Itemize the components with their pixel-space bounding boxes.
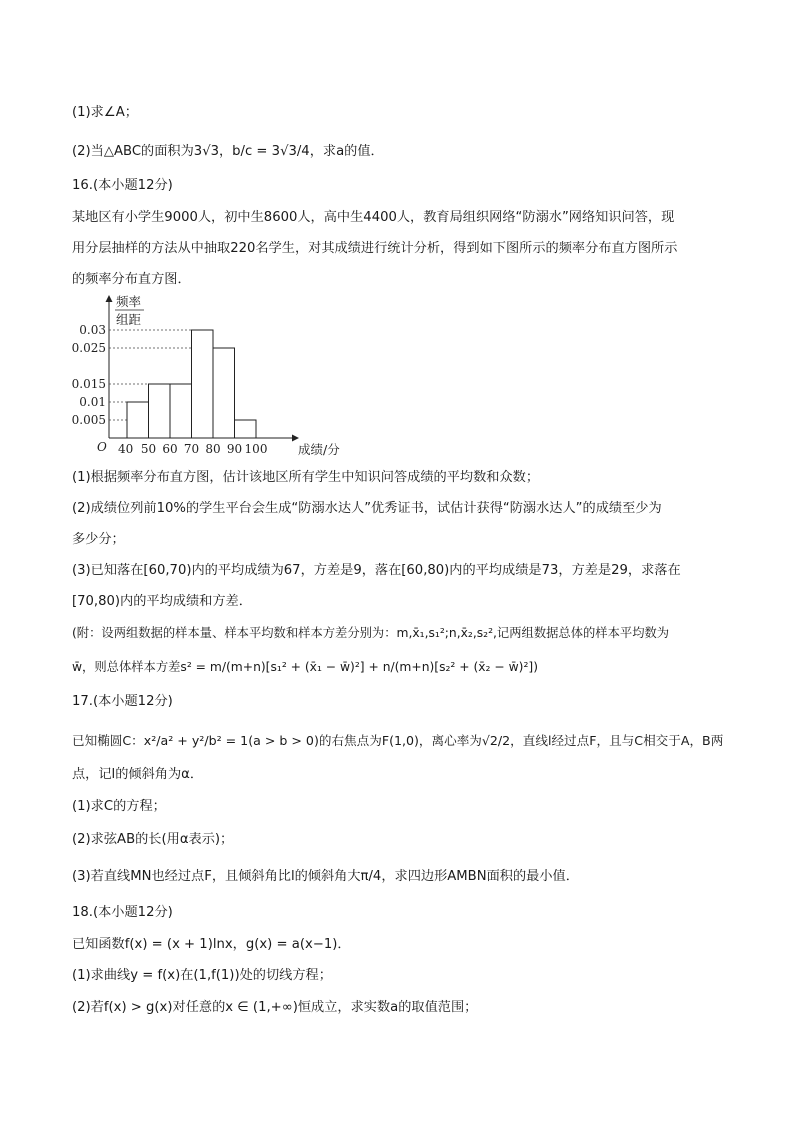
- x-tick-label-100: 100: [244, 442, 268, 456]
- y-tick-label-0.005: 0.005: [71, 413, 106, 427]
- histogram-bar-50: [149, 384, 171, 438]
- q16-stem-line3: 的频率分布直方图．: [72, 272, 191, 287]
- y-tick-label-0.03: 0.03: [79, 323, 106, 337]
- histogram-bar-80: [213, 348, 235, 438]
- q16-stem-line1: 某地区有小学生9000人，初中生8600人，高中生4400人，教育局组织网络“防溺水”网络知识问答，现: [72, 210, 675, 225]
- q16-header: 16.(本小题12分): [72, 178, 173, 193]
- y-tick-label-0.025: 0.025: [71, 341, 106, 355]
- x-tick-label-80: 80: [205, 442, 221, 456]
- x-tick-label-60: 60: [162, 442, 178, 456]
- q18-part2: (2)若f(x) > g(x)对任意的x ∈ (1,+∞)恒成立，求实数a的取值范围；: [72, 1000, 478, 1015]
- q17-stem-line2: 点，记l的倾斜角为α．: [72, 767, 204, 782]
- q18-stem: 已知函数f(x) = (x + 1)lnx，g(x) = a(x−1)．: [72, 937, 351, 952]
- x-axis-title: 成绩/分: [298, 442, 340, 457]
- q17-part1: (1)求C的方程；: [72, 799, 166, 814]
- q17-stem-line1: 已知椭圆C：x²/a² + y²/b² = 1(a > b > 0)的右焦点为F(1,0)，离心率为√2/2，直线l经过点F，且与C相交于A，B两: [72, 733, 724, 748]
- y-tick-label-0.015: 0.015: [71, 377, 106, 391]
- q17-part3: (3)若直线MN也经过点F，且倾斜角比l的倾斜角大π/4，求四边形AMBN面积的最小值．: [72, 869, 579, 884]
- x-tick-label-90: 90: [226, 442, 243, 456]
- y-axis-title-numerator: 频率: [116, 294, 142, 309]
- x-tick-label-50: 50: [140, 442, 157, 456]
- q18-header: 18.(本小题12分): [72, 905, 173, 920]
- q16-part1: (1)根据频率分布直方图，估计该地区所有学生中知识问答成绩的平均数和众数；: [72, 470, 540, 485]
- q17-part2: (2)求弦AB的长(用α表示)；: [72, 832, 234, 847]
- frequency-histogram: [71, 290, 340, 460]
- histogram-bar-70: [192, 330, 214, 438]
- q18-part1: (1)求曲线y = f(x)在(1,f(1))处的切线方程；: [72, 968, 332, 983]
- q16-appendix-line1: (附：设两组数据的样本量、样本平均数和样本方差分别为：m,x̄₁,s₁²;n,x̄₂,s₂²,记两组数据总体的样本平均数为: [72, 626, 670, 640]
- q16-part3-line2: [70,80)内的平均成绩和方差．: [72, 594, 252, 609]
- y-axis-title-denominator: 组距: [116, 312, 142, 327]
- q16-part2-line2: 多少分；: [72, 532, 125, 547]
- q15-part1: (1)求∠A；: [72, 105, 138, 120]
- q15-part2: (2)当△ABC的面积为3√3，b/c = 3√3/4，求a的值．: [72, 144, 384, 159]
- q16-appendix-line2: w̄，则总体样本方差s² = m/(m+n)[s₁² + (x̄₁ − w̄)²] + n/(m+n)[s₂² + (x̄₂ − w̄)²]): [72, 660, 538, 674]
- q16-part3-line1: (3)已知落在[60,70)内的平均成绩为67，方差是9，落在[60,80)内的平均成绩是73，方差是29，求落在: [72, 563, 681, 578]
- histogram-bar-40: [127, 402, 149, 438]
- histogram-bar-90: [235, 420, 257, 438]
- q16-part2-line1: (2)成绩位列前10%的学生平台会生成“防溺水达人”优秀证书，试估计获得“防溺水达人”的成绩至少为: [72, 501, 662, 516]
- x-tick-label-40: 40: [118, 442, 134, 456]
- origin-label: O: [97, 440, 107, 454]
- x-axis-arrow: [292, 435, 299, 442]
- y-axis-arrow: [106, 295, 113, 302]
- histogram-bar-60: [170, 384, 192, 438]
- y-tick-label-0.01: 0.01: [79, 395, 106, 409]
- q17-header: 17.(本小题12分): [72, 694, 173, 709]
- x-tick-label-70: 70: [183, 442, 200, 456]
- q16-stem-line2: 用分层抽样的方法从中抽取220名学生，对其成绩进行统计分析，得到如下图所示的频率分布直方图所示: [72, 241, 678, 256]
